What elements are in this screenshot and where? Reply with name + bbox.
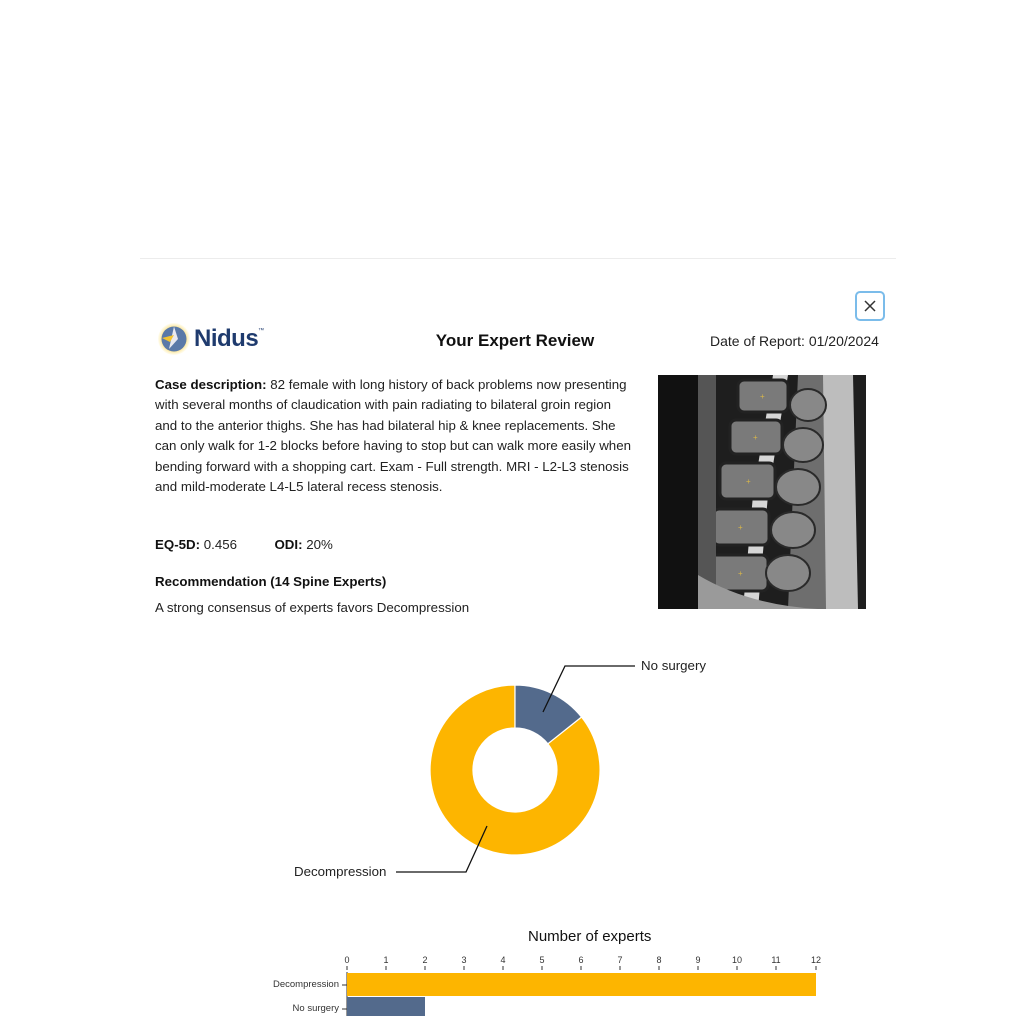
trademark: ™	[258, 328, 265, 334]
svg-text:1: 1	[383, 955, 389, 965]
odi-value: 20%	[302, 537, 333, 552]
report-date: Date of Report: 01/20/2024	[710, 333, 879, 349]
page-title: Your Expert Review	[435, 331, 595, 350]
svg-text:0: 0	[344, 955, 350, 965]
svg-text:2: 2	[422, 955, 428, 965]
close-icon	[864, 300, 876, 312]
svg-text:11: 11	[771, 955, 781, 965]
case-description-text: 82 female with long history of back problems now presenting with several months of claudication with pain radiating to bilateral groin region and to the anterior thighs. She has had bilateral hip & knee replacements. She can only walk for 1-2 blocks before having to stop but can walk more easily when bending forward with a shopping cart. Exam - Full strength. MRI - L2-L3 stenosis and mild-moderate L4-L5 lateral recess stenosis.	[155, 377, 631, 495]
case-description	[155, 375, 635, 497]
svg-text:3: 3	[461, 955, 467, 965]
case-description-label: Case description:	[155, 377, 267, 392]
nidus-logo	[157, 322, 264, 356]
svg-text:4: 4	[500, 955, 506, 965]
bar-decompression[interactable]	[347, 973, 816, 996]
donut-label-decompression: Decompression	[294, 864, 387, 879]
svg-text:8: 8	[656, 955, 662, 965]
close-button[interactable]	[855, 291, 885, 321]
svg-text:9: 9	[695, 955, 701, 965]
top-divider	[140, 258, 896, 259]
svg-text:7: 7	[617, 955, 623, 965]
bar-label-decompression: Decompression	[273, 979, 339, 990]
svg-text:10: 10	[731, 955, 743, 965]
svg-text:+: +	[753, 433, 758, 442]
mri-image	[658, 375, 866, 609]
bar-chart-title: Number of experts	[528, 928, 652, 945]
brand-name: Nidus	[194, 325, 259, 352]
recommendation-text: A strong consensus of experts favors Decompression	[155, 600, 470, 615]
bar-label-no-surgery: No surgery	[292, 1003, 339, 1014]
svg-text:12: 12	[810, 955, 822, 965]
svg-text:6: 6	[578, 955, 584, 965]
eq5d-value: 0.456	[200, 537, 238, 552]
svg-text:+: +	[746, 477, 751, 486]
svg-text:5: 5	[539, 955, 545, 965]
svg-text:+: +	[738, 523, 743, 532]
scores-row	[155, 537, 333, 552]
bar-no-surgery[interactable]	[347, 997, 425, 1016]
nidus-logo-icon	[157, 322, 191, 356]
svg-text:+: +	[760, 392, 765, 401]
eq5d-label: EQ-5D:	[155, 537, 201, 552]
recommendation-title: Recommendation (14 Spine Experts)	[155, 574, 387, 589]
odi-label: ODI:	[274, 537, 303, 552]
svg-text:+: +	[738, 569, 743, 578]
donut-label-no-surgery: No surgery	[641, 658, 707, 673]
